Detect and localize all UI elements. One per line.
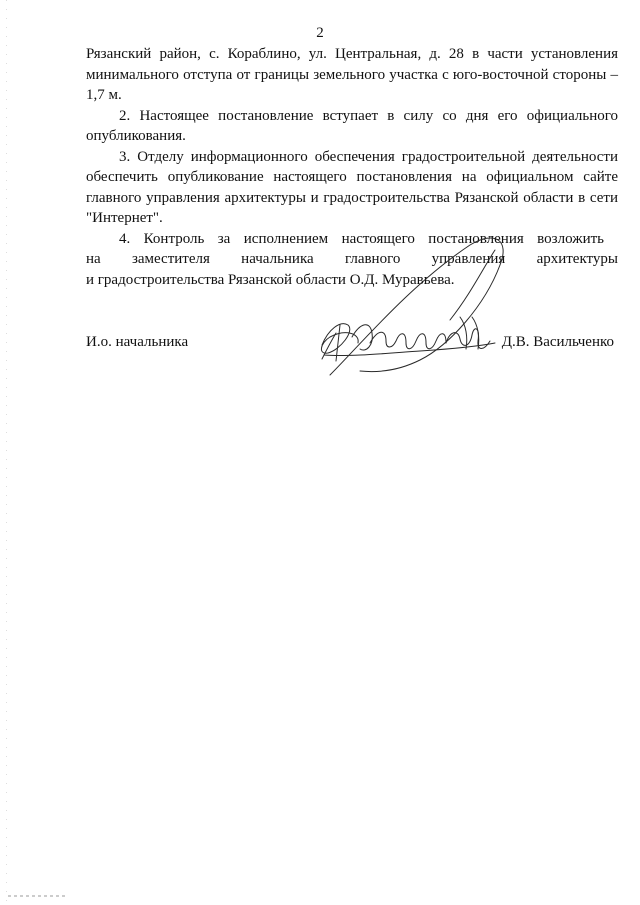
text-line: минимального отступа от границы земельного участка с юго-восточной стороны –	[86, 66, 618, 83]
scan-edge-marks	[6, 0, 7, 905]
paragraph-3	[86, 147, 618, 229]
text-line: "Интернет".	[86, 210, 163, 226]
scan-footer-mark	[8, 895, 68, 897]
signature-block	[86, 334, 618, 358]
text-line: главного управления архитектуры и градостроительства Рязанской области в сети	[86, 189, 618, 206]
paragraph-2	[86, 106, 618, 147]
page-number: 2	[316, 25, 324, 41]
signer-name: Д.В. Васильченко	[501, 334, 614, 350]
text-line: Рязанский район, с. Кораблино, ул. Центральная, д. 28 в части установления	[86, 46, 618, 62]
paragraph-1-continuation	[86, 44, 618, 106]
signer-position: И.о. начальника	[86, 334, 189, 350]
text-line: 3. Отделу информационного обеспечения градостроительной деятельности	[119, 148, 618, 165]
text-line: и градостроительства Рязанской области О.Д. Муравьева.	[86, 271, 455, 288]
text-line: опубликования.	[86, 128, 186, 144]
handwritten-signature	[300, 225, 520, 385]
text-line: на заместителя начальника главного управления архитектуры	[86, 251, 618, 267]
text-line: обеспечить опубликование настоящего постановления на официальном сайте	[86, 169, 618, 185]
text-line: 4. Контроль за исполнением настоящего постановления возложить	[119, 230, 604, 247]
text-line: 2. Настоящее постановление вступает в силу со дня его официального	[119, 107, 618, 124]
text-line: 1,7 м.	[86, 87, 122, 103]
